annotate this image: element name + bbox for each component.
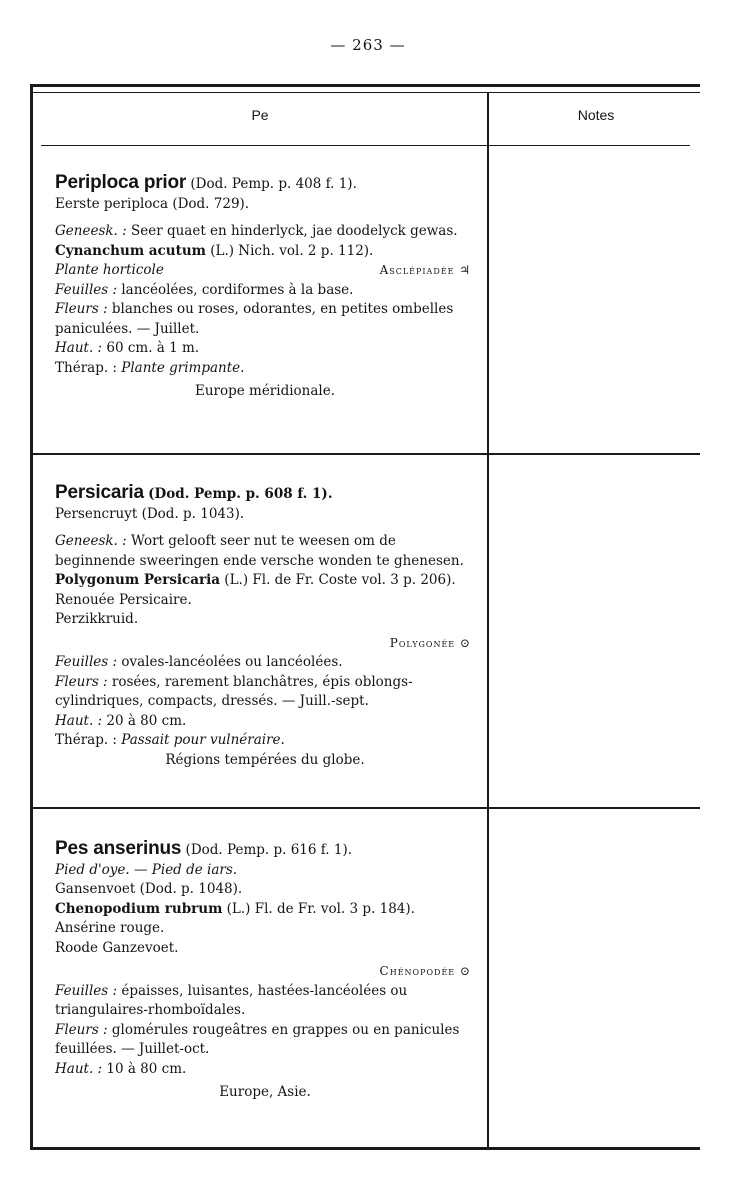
herbal-table [30,84,700,1150]
column-divider [487,93,489,1147]
haut-label: Haut. : [55,1060,103,1077]
geneesk-text: Wort gelooft seer nut te weesen om de beginnende sweeringen ende versche wonden te ghenesen. [55,533,464,569]
feuilles-text: ovales-lancéolées ou lancéolées. [121,654,343,670]
common-name-fr: Ansérine rouge. [55,920,165,936]
header-rule [41,145,690,146]
vernacular-name: Gansenvoet (Dod. p. 1048). [55,881,243,897]
plant-family: Asclépiadée ♃ [379,263,471,277]
fleurs-text: rosées, rarement blanchâtres, épis oblongs-cylindriques, compacts, dressés. — Juill.-sept. [55,673,413,709]
entry-periploca [55,173,475,402]
latin-name: Polygonum Persicaria [55,572,220,588]
fleurs-text: glomérules rougeâtres en grappes ou en panicules feuillées. — Juillet-oct. [55,1021,460,1057]
entry-title-ref: (Dod. Pemp. p. 608 f. 1). [148,486,333,502]
fleurs-label: Fleurs : [55,301,108,317]
therap-text: Plante grimpante. [121,359,245,376]
entry-title: Pes anserinus [55,838,182,859]
haut-text: 20 à 80 cm. [106,712,187,729]
fleurs-label: Fleurs : [55,1021,108,1038]
latin-ref: (L.) Nich. vol. 2 p. 112). [210,242,374,259]
vernacular-name: Eerste periploca (Dod. 729). [55,195,250,212]
haut-text: 60 cm. à 1 m. [106,340,200,356]
fleurs-text: blanches ou roses, odorantes, en petites ombelles paniculées. — Juillet. [55,301,454,337]
plant-family: Polygonée ⊙ [389,635,471,650]
entry-separator [33,453,700,455]
common-name-fr: Renouée Persicaire. [55,591,192,608]
column-header-notes: Notes [577,107,615,123]
column-header-entry: Pe [251,107,269,123]
entry-persicaria [55,483,475,770]
latin-ref: (L.) Fl. de Fr. Coste vol. 3 p. 206). [224,572,456,588]
entry-title-ref: (Dod. Pemp. p. 616 f. 1). [185,842,353,858]
feuilles-label: Feuilles : [55,281,118,298]
region: Régions tempérées du globe. [165,751,365,768]
entry-separator [33,807,700,809]
feuilles-text: épaisses, luisantes, hastées-lancéolées ou triangulaires-rhomboïdales. [55,982,408,1018]
region: Europe, Asie. [219,1084,311,1100]
entry-title-ref: (Dod. Pemp. p. 408 f. 1). [190,176,357,192]
haut-label: Haut. : [55,712,103,729]
alt-name: Pied d'oye. — Pied de iars. [55,861,238,878]
entry-title: Periploca prior [55,172,187,193]
common-name-nl: Roode Ganzevoet. [55,939,179,956]
geneesk-label: Geneesk. : [55,533,127,549]
common-name-nl: Perzikkruid. [55,611,139,627]
therap-label: Thérap. : [55,732,117,748]
latin-ref: (L.) Fl. de Fr. vol. 3 p. 184). [226,900,415,917]
latin-name: Chenopodium rubrum [55,900,223,917]
therap-text: Passait pour vulnéraire. [121,732,285,748]
geneesk-label: Geneesk. : [55,223,127,239]
entry-title: Persicaria [55,482,144,503]
fleurs-label: Fleurs : [55,673,108,690]
therap-label: Thérap. : [55,359,117,376]
page-number: — 263 — [330,36,406,54]
feuilles-label: Feuilles : [55,654,118,670]
haut-label: Haut. : [55,340,103,356]
feuilles-text: lancéolées, cordiformes à la base. [121,281,354,298]
entry-pes-anserinus [55,839,475,1103]
haut-text: 10 à 80 cm. [106,1060,187,1077]
geneesk-text: Seer quaet en hinderlyck, jae doodelyck gewas. [130,223,458,239]
plant-family: Chénopodée ⊙ [379,964,471,978]
plant-type: Plante horticole [55,262,164,278]
region: Europe méridionale. [194,383,336,399]
vernacular-name: Persencruyt (Dod. p. 1043). [55,505,245,522]
feuilles-label: Feuilles : [55,982,118,999]
latin-name: Cynanchum acutum [55,242,206,259]
